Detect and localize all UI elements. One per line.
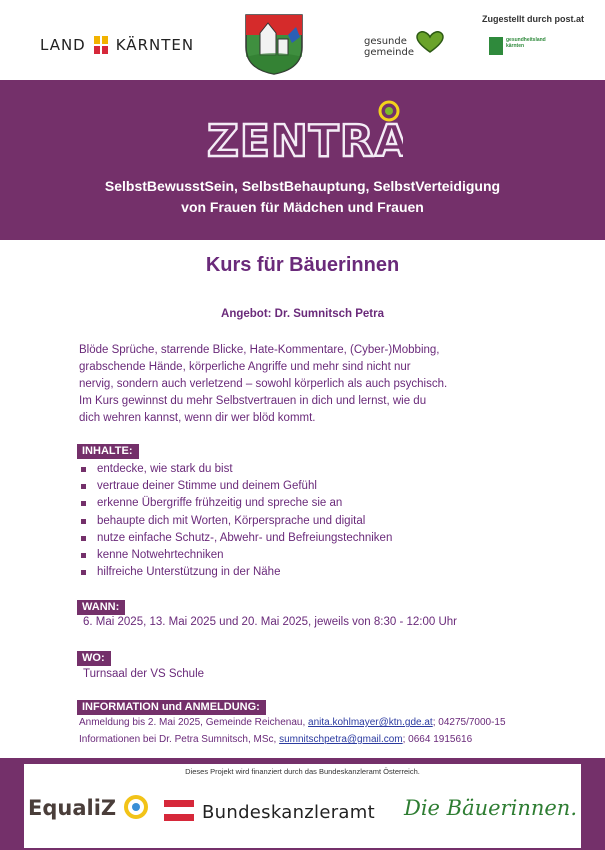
post-note: Zugestellt durch post.at	[482, 14, 585, 24]
financing-note: Dieses Projekt wird finanziert durch das Bundeskanzleramt Österreich.	[185, 767, 420, 776]
gesundheitsland-text: gesundheitsland	[506, 37, 546, 43]
kaernten-mark-icon	[94, 36, 108, 54]
list-item: kenne Notwehrtechniken	[79, 547, 392, 564]
inhalte-label: INHALTE:	[77, 444, 139, 459]
gemeinde-text: gemeinde	[364, 47, 415, 58]
list-item: nutze einfache Schutz-, Abwehr- und Befreiungstechniken	[79, 530, 392, 547]
header-logos	[0, 0, 605, 80]
tagline-line-2: von Frauen für Mädchen und Frauen	[181, 199, 424, 215]
gesunde-gemeinde-logo	[364, 36, 414, 58]
wann-value: 6. Mai 2025, 13. Mai 2025 und 20. Mai 2025, jeweils von 8:30 - 12:00 Uhr	[83, 616, 457, 628]
wo-label: WO:	[77, 651, 111, 666]
land-kaernten-logo	[40, 36, 194, 54]
info-line-1-text: Anmeldung bis 2. Mai 2025, Gemeinde Reichenau,	[79, 717, 309, 728]
list-item: hilfreiche Unterstützung in der Nähe	[79, 564, 392, 581]
bka-logo: Bundeskanzleramt	[202, 802, 375, 823]
inhalte-list	[79, 461, 392, 581]
equalizo-ring-icon	[123, 794, 149, 820]
zentra-logo-text: ZENTRA	[206, 116, 403, 166]
intro-line: Blöde Sprüche, starrende Blicke, Hate-Kommentare, (Cyber-)Mobbing,	[79, 344, 440, 356]
email-link-info[interactable]: sumnitschpetra@gmail.com	[279, 734, 403, 745]
kaernten-text: kärnten	[506, 43, 525, 49]
gesundheitsland-logo	[489, 37, 546, 55]
tagline-line-1: SelbstBewusstSein, SelbstBehauptung, SelbstVerteidigung	[104, 178, 501, 194]
gesundheitsland-mark-icon	[489, 37, 503, 55]
zentra-logo-graphic	[203, 100, 403, 166]
list-item: behaupte dich mit Worten, Körpersprache und digital	[79, 513, 392, 530]
wo-value: Turnsaal der VS Schule	[83, 668, 205, 680]
footer	[0, 758, 605, 850]
equalizo-text: EqualiZ	[28, 796, 117, 820]
list-item: erkenne Übergriffe frühzeitig und spreche sie an	[79, 495, 392, 512]
intro-line: dich wehren kannst, wenn dir wer blöd kommt.	[79, 412, 316, 424]
intro-line: nervig, sondern auch verletzend – sowohl körperlich als auch psychisch.	[79, 378, 448, 390]
tagline	[0, 176, 605, 218]
email-link-anmeldung[interactable]: anita.kohlmayer@ktn.gde.at	[308, 717, 433, 728]
list-item: vertraue deiner Stimme und deinem Gefühl	[79, 478, 392, 495]
intro-line: grabschende Hände, körperliche Angriffe und mehr sind nicht nur	[79, 361, 411, 373]
zentra-logo	[0, 100, 605, 171]
land-kaernten-right: KÄRNTEN	[115, 36, 195, 54]
intro-line: Im Kurs gewinnst du mehr Selbstvertrauen in dich und lernst, wie du	[79, 395, 427, 407]
intro-text	[79, 342, 529, 427]
wann-label: WANN:	[77, 600, 125, 615]
footer-logos	[24, 764, 581, 848]
land-kaernten-left: LAND	[40, 36, 86, 54]
heart-icon	[416, 31, 444, 53]
info-label: INFORMATION und ANMELDUNG:	[77, 700, 266, 715]
info-line-2	[79, 734, 472, 745]
austria-flag-icon	[164, 800, 194, 821]
baeuerinnen-logo: Die Bäuerinnen.	[404, 796, 577, 820]
equalizo-logo	[28, 794, 149, 820]
info-line-2-phone: ; 0664 1915616	[402, 734, 473, 745]
offer-line: Angebot: Dr. Sumnitsch Petra	[221, 308, 384, 320]
info-line-1-phone: ; 04275/7000-15	[432, 717, 506, 728]
gesunde-text: gesunde	[364, 36, 407, 47]
municipality-crest-icon	[244, 13, 304, 75]
info-line-1	[79, 717, 506, 728]
page-title: Kurs für Bäuerinnen	[205, 254, 400, 276]
list-item: entdecke, wie stark du bist	[79, 461, 392, 478]
info-line-2-text: Informationen bei Dr. Petra Sumnitsch, MSc,	[79, 734, 280, 745]
